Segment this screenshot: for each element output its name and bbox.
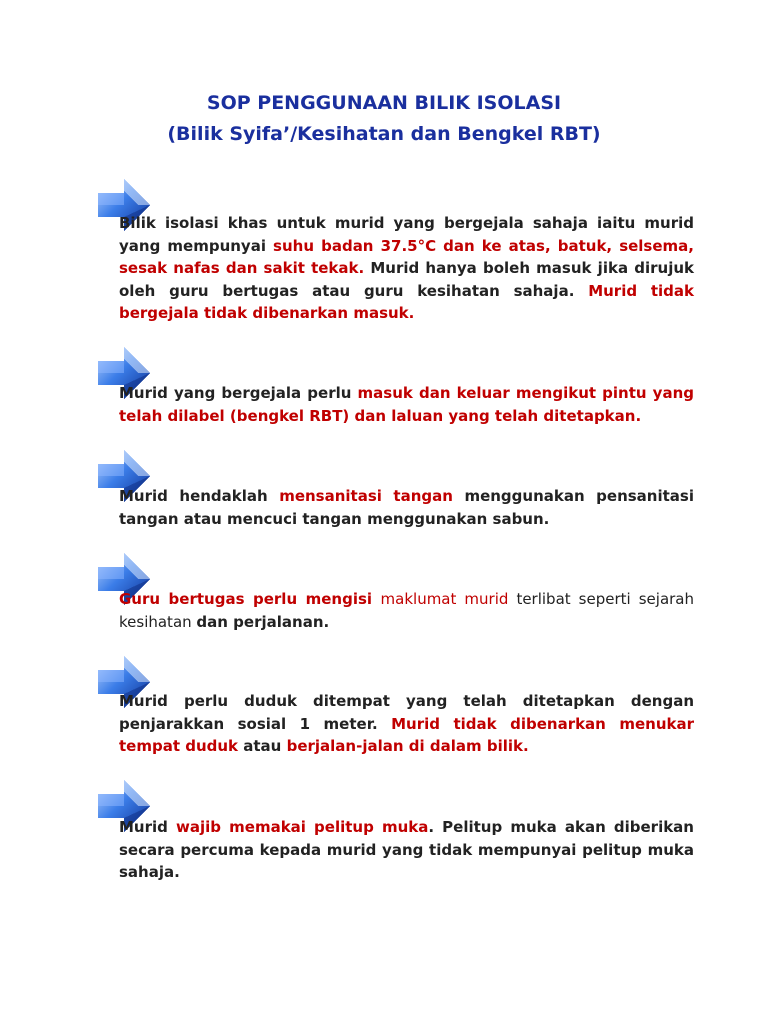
para-segment: . Pelitup muka akan diberikan secara percuma kepada murid yang tidak mempunyai pelitup muka sahaja. [119, 818, 694, 881]
rule-paragraph-1 [119, 212, 694, 325]
rule-paragraph-6 [119, 816, 694, 884]
para-segment: Murid hanya boleh masuk jika dirujuk oleh guru bertugas atau guru kesihatan sahaja. [119, 259, 694, 300]
rule-paragraph-5 [119, 690, 694, 758]
para-segment: Murid hendaklah [119, 487, 280, 505]
rule-paragraph-3 [119, 485, 694, 530]
para-segment: dan perjalanan. [196, 612, 330, 631]
para-segment: Murid tidak dibenarkan menukar tempat duduk [119, 714, 694, 755]
para-segment: masuk dan keluar mengikut pintu yang telah dilabel (bengkel RBT) dan laluan yang telah ditetapkan. [119, 384, 694, 425]
para-segment: menggunakan pensanitasi tangan atau mencuci tangan menggunakan sabun. [119, 487, 694, 528]
document-title: SOP PENGGUNAAN BILIK ISOLASI [206, 92, 562, 114]
para-segment: Murid [119, 818, 177, 836]
rule-paragraph-2 [119, 382, 694, 427]
para-segment: berjalan-jalan di dalam bilik. [286, 737, 529, 755]
para-segment: terlibat seperti sejarah kesihatan [119, 590, 694, 631]
para-segment: atau [238, 737, 287, 755]
para-segment: Bilik isolasi khas untuk murid yang bergejala sahaja iaitu murid yang mempunyai [119, 214, 694, 255]
para-segment: Murid yang bergejala perlu [119, 384, 358, 402]
para-segment: Murid tidak bergejala tidak dibenarkan masuk. [119, 281, 694, 322]
para-segment: Murid perlu duduk ditempat yang telah ditetapkan dengan penjarakkan sosial 1 meter. [119, 692, 694, 733]
para-segment: Guru bertugas perlu mengisi [119, 590, 381, 608]
para-segment: wajib memakai pelitup muka [176, 818, 429, 836]
document-subtitle: (Bilik Syifa’/Kesihatan dan Bengkel RBT) [167, 123, 601, 145]
para-segment: suhu badan 37.5°C dan ke atas, batuk, selsema, sesak nafas dan sakit tekak. [119, 236, 694, 277]
rule-paragraph-4 [119, 588, 694, 633]
para-segment: mensanitasi tangan [279, 487, 453, 505]
para-segment: maklumat murid [380, 590, 509, 608]
